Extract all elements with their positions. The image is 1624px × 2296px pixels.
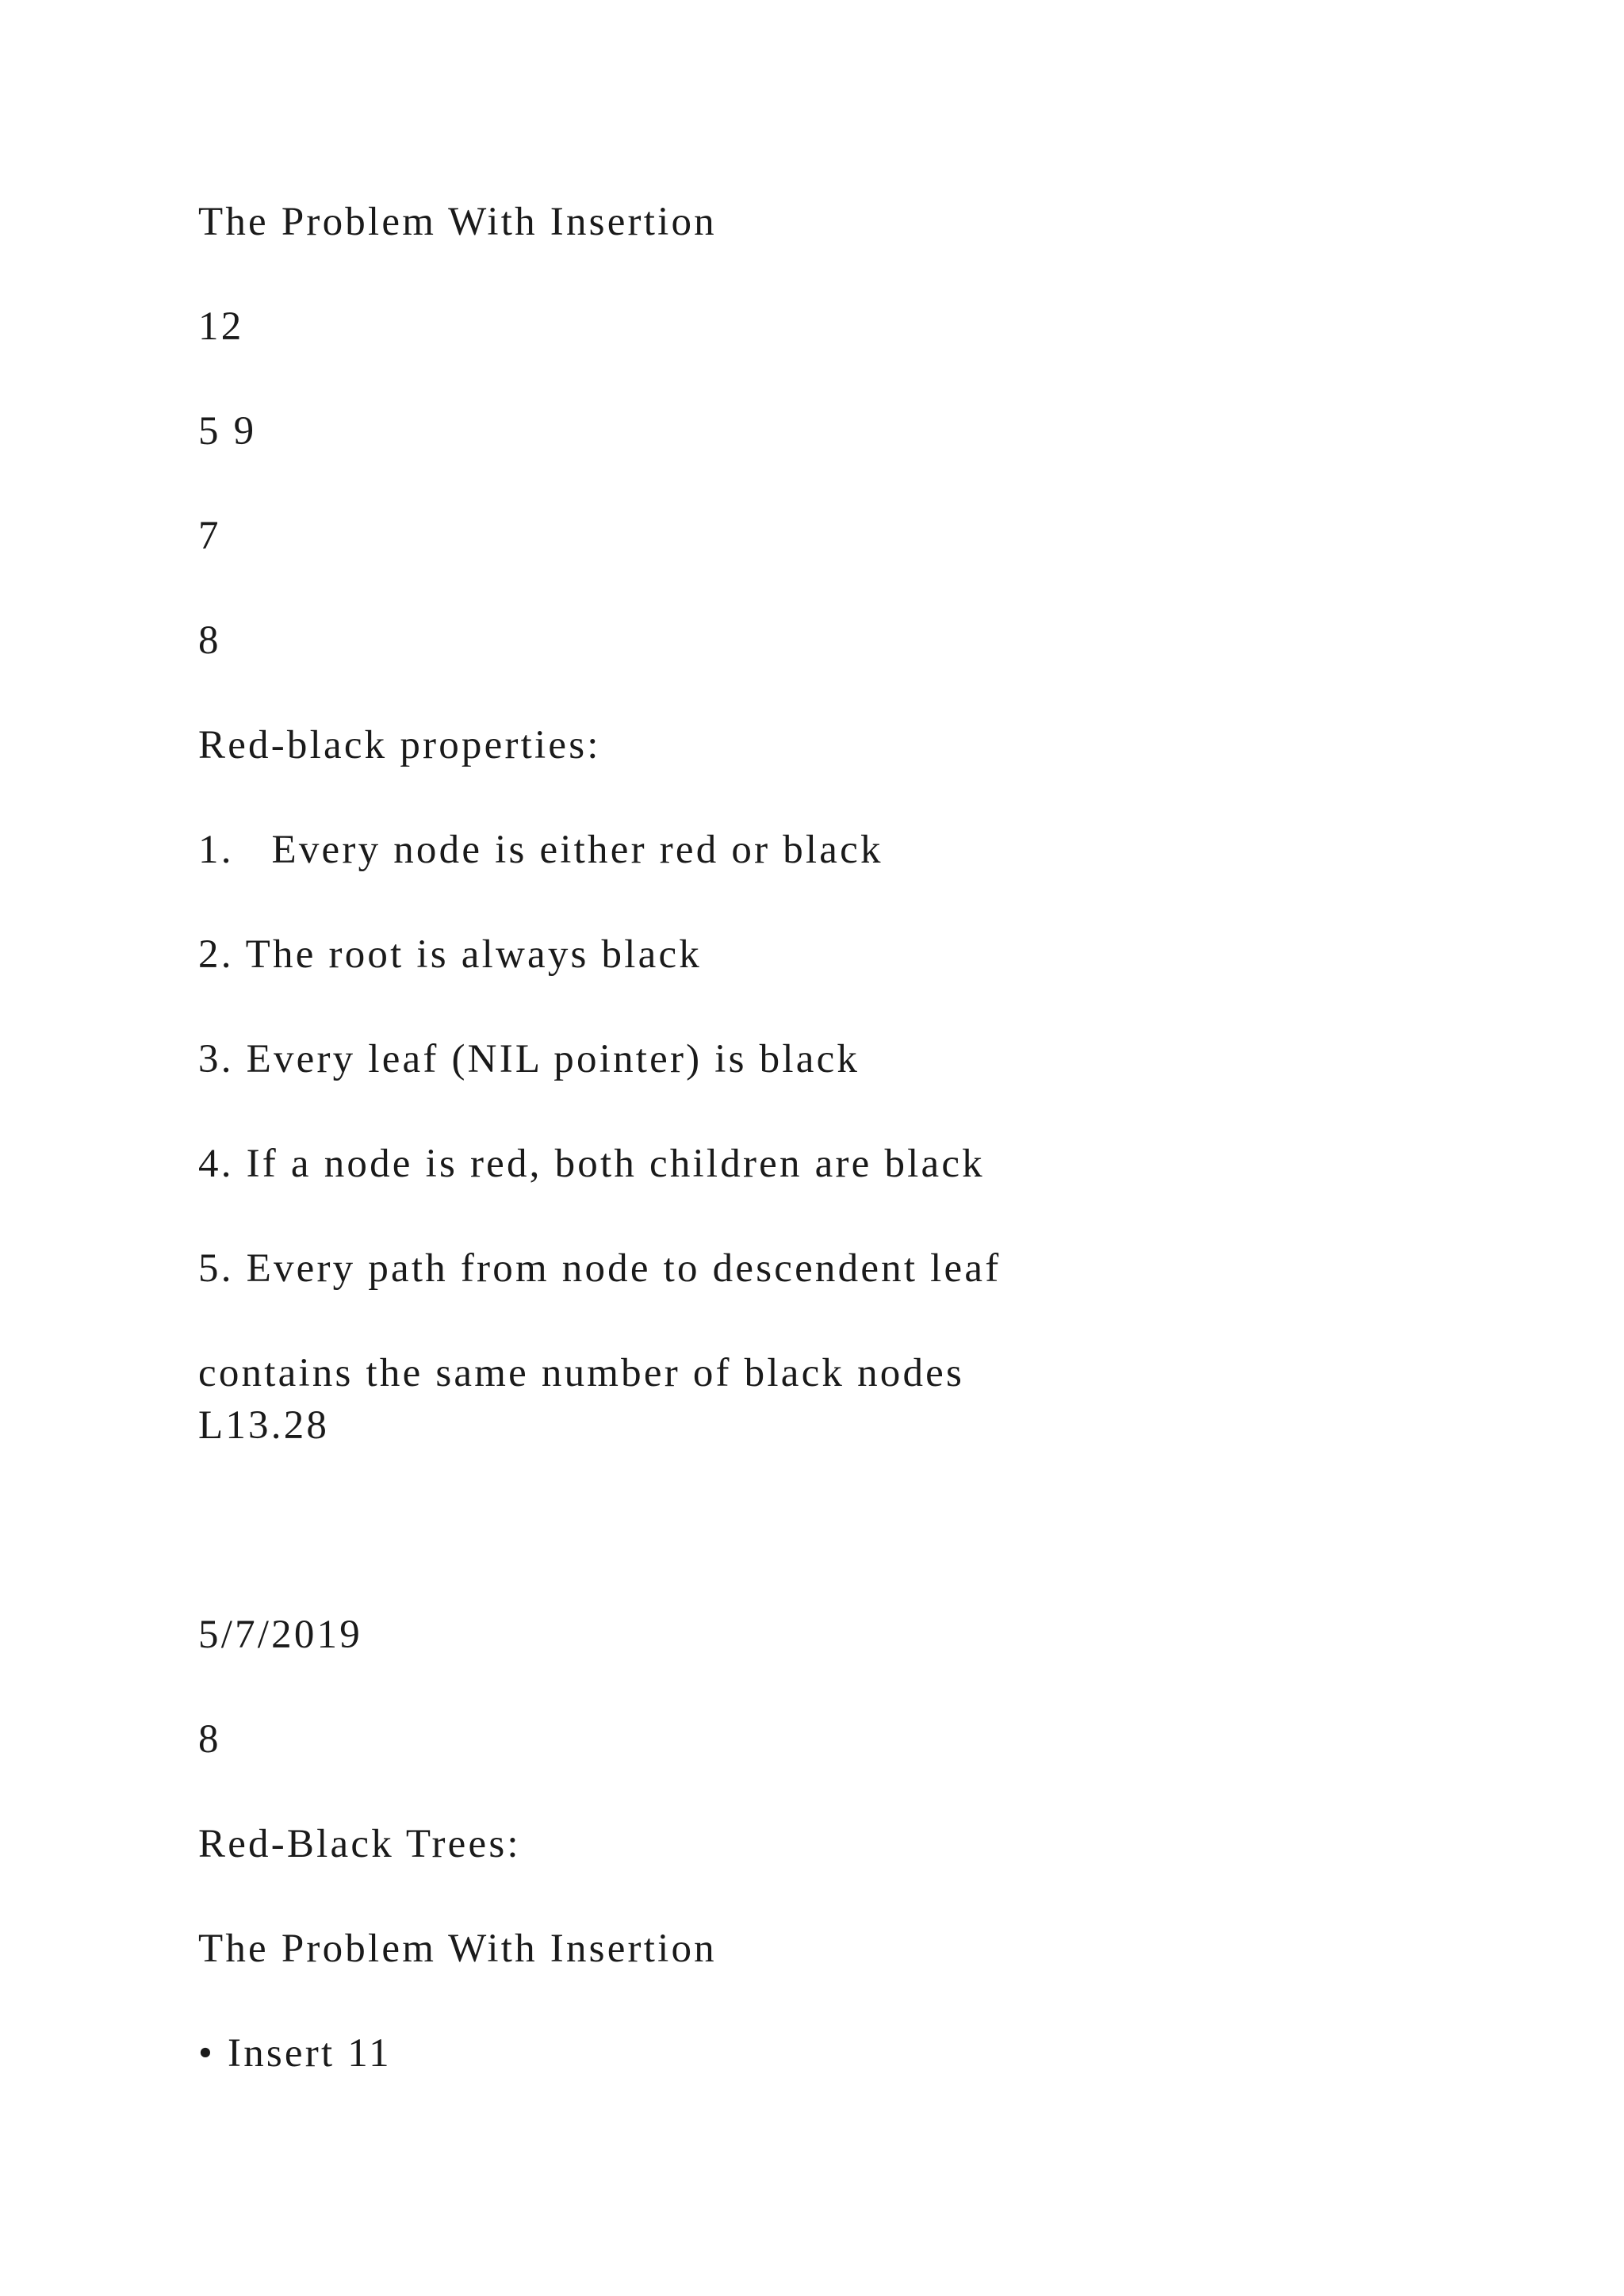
section-subtitle: The Problem With Insertion bbox=[198, 1927, 717, 1971]
slide-date: 5/7/2019 bbox=[198, 1613, 362, 1657]
property-2: 2. The root is always black bbox=[198, 932, 702, 977]
property-3: 3. Every leaf (NIL pointer) is black bbox=[198, 1037, 860, 1081]
tree-node-12: 12 bbox=[198, 304, 244, 349]
tree-node-7: 7 bbox=[198, 514, 221, 558]
slide-reference: L13.28 bbox=[198, 1403, 330, 1448]
slide-number: 8 bbox=[198, 1717, 221, 1762]
tree-nodes-5-9: 5 9 bbox=[198, 409, 257, 453]
bullet-insert-11: • Insert 11 bbox=[198, 2031, 392, 2076]
property-5: 5. Every path from node to descendent leaf bbox=[198, 1246, 1002, 1291]
properties-heading: Red-black properties: bbox=[198, 723, 601, 767]
section-title: Red-Black Trees: bbox=[198, 1822, 521, 1866]
heading-problem-with-insertion: The Problem With Insertion bbox=[198, 200, 717, 244]
tree-node-8: 8 bbox=[198, 618, 221, 663]
property-1: 1. Every node is either red or black bbox=[198, 828, 883, 872]
property-5-continued: contains the same number of black nodes bbox=[198, 1351, 965, 1395]
property-4: 4. If a node is red, both children are black bbox=[198, 1142, 985, 1186]
